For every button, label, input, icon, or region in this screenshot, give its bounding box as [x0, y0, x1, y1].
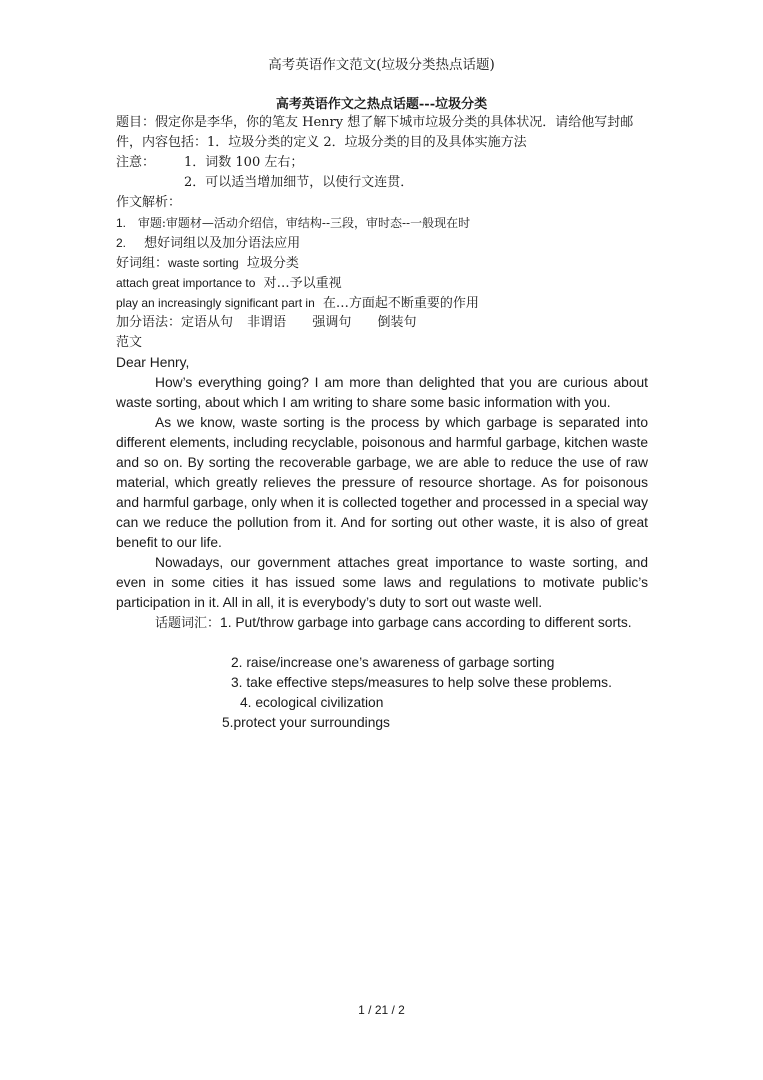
vocab-item-1-text: 1. Put/throw garbage into garbage cans according to different sorts. — [220, 615, 632, 630]
page-number: 1 / 21 / 2 — [358, 1003, 405, 1017]
vocab-item-5: 5.protect your surroundings — [222, 715, 390, 730]
prompt-line-2: 件，内容包括：1．垃圾分类的定义 2．垃圾分类的目的及具体实施方法 — [116, 135, 527, 150]
phrase-2-en: attach great importance to — [116, 276, 256, 290]
essay-greeting: Dear Henry, — [116, 355, 190, 370]
vocab-item-4: 4. ecological civilization — [240, 695, 384, 710]
grammar-item-2: 非谓语 — [247, 315, 287, 330]
vocab-label: 话题词汇： — [155, 616, 221, 631]
notes-label: 注意： — [116, 155, 156, 170]
analysis-item-2-number: 2. — [116, 236, 127, 250]
phrase-2-zh: 对…予以重视 — [263, 276, 342, 291]
essay-heading: 高考英语作文之热点话题---垃圾分类 — [275, 97, 488, 112]
vocab-item-3: 3. take effective steps/measures to help solve these problems. — [231, 675, 612, 690]
essay-paragraph-2: As we know, waste sorting is the process by which garbage is separated into different elements, including recyclable, poisonous and harmful garbage, kitchen waste and so on. By sorting the recoverable garbage, we are able to reduce the use of raw material, which greatly relieves the pressure of resource shortage. As for poisonous and harmful garbage, only when it is collected together and processed in a special way can we reduce the pollution from it. And for sorting out other waste, it is also of great benefit to our life. — [116, 415, 648, 550]
analysis-item-2-text: 想好词组以及加分语法应用 — [144, 236, 301, 251]
analysis-item-1-number: 1. — [116, 216, 127, 230]
notes-item-1: 1．词数 100 左右； — [184, 155, 304, 170]
analysis-label: 作文解析： — [116, 195, 182, 210]
notes-item-2: 2．可以适当增加细节，以使行文连贯． — [184, 175, 414, 190]
phrases-label: 好词组： — [116, 256, 169, 271]
document-header-title: 高考英语作文范文(垃圾分类热点话题) — [268, 57, 495, 73]
phrase-1-zh: 垃圾分类 — [246, 256, 299, 271]
vocab-item-1 — [116, 613, 648, 634]
essay-paragraph-1: How’s everything going? I am more than delighted that you are curious about waste sorting, about which I am writing to share some basic information with you. — [116, 375, 648, 410]
phrase-row-1 — [116, 253, 299, 274]
phrase-row-3 — [116, 293, 479, 314]
analysis-item-1 — [116, 213, 470, 233]
phrase-3-zh: 在…方面起不断重要的作用 — [322, 296, 479, 311]
essay-label: 范文 — [116, 335, 143, 350]
phrase-3-en: play an increasingly significant part in — [116, 296, 315, 310]
phrase-row-2 — [116, 273, 342, 294]
analysis-item-2 — [116, 233, 300, 254]
grammar-label: 加分语法： — [116, 315, 182, 330]
vocab-item-2: 2. raise/increase one’s awareness of garbage sorting — [231, 655, 555, 670]
grammar-row — [116, 313, 417, 333]
grammar-item-4: 倒装句 — [377, 315, 417, 330]
prompt-line-1: 题目：假定你是李华，你的笔友 Henry 想了解下城市垃圾分类的具体状况．请给他写封邮 — [116, 115, 634, 130]
grammar-item-1: 定语从句 — [181, 315, 234, 330]
essay-paragraph-3: Nowadays, our government attaches great importance to waste sorting, and even in some cities it has issued some laws and regulations to motivate public’s participation in it. All in all, it is everybody’s duty to sort out waste well. — [116, 555, 648, 610]
grammar-item-3: 强调句 — [312, 315, 352, 330]
analysis-item-1-text: 审题:审题材—活动介绍信，审结构--三段，审时态--一般现在时 — [137, 216, 471, 230]
phrase-1-en: waste sorting — [168, 256, 239, 270]
